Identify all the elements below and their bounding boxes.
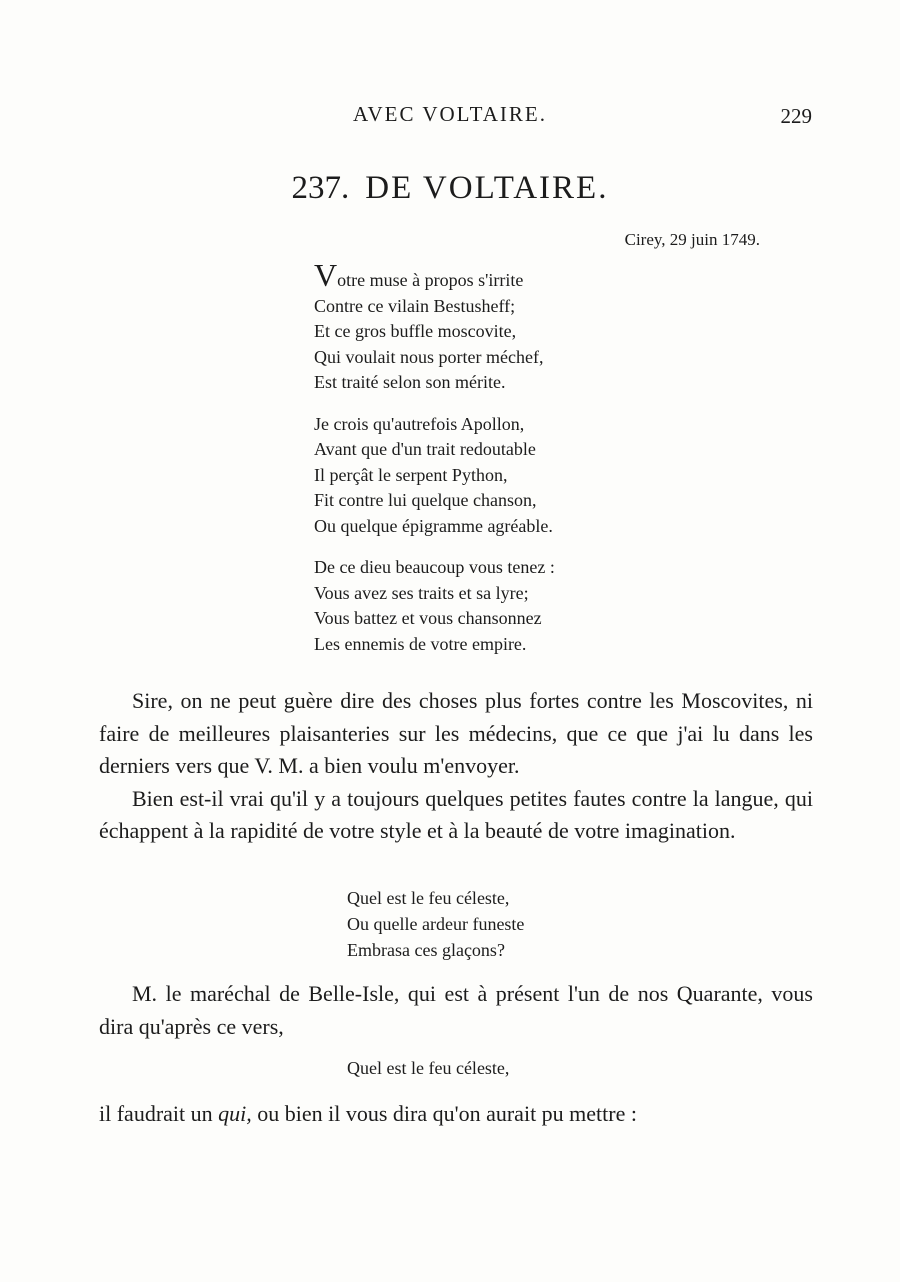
verse-line: Et ce gros buffle moscovite, — [314, 321, 517, 341]
verse-line: Vous battez et vous chansonnez — [314, 608, 542, 628]
letter-heading — [0, 170, 900, 207]
verse-line: Embrasa ces glaçons? — [347, 940, 505, 960]
paragraph: Bien est-il vrai qu'il y a toujours quelques petites fautes contre la langue, qui échappent à la rapidité de votre style et à la beauté de votre imagination. — [99, 785, 813, 843]
verse-line: Quel est le feu céleste, — [347, 1058, 510, 1078]
paragraph: M. le maréchal de Belle-Isle, qui est à présent l'un de nos Quarante, vous dira qu'après ce vers, — [99, 981, 813, 1039]
stanza-3 — [314, 555, 754, 657]
letter-title: DE VOLTAIRE. — [365, 170, 609, 206]
verse-line: Votre muse à propos s'irrite — [314, 257, 524, 293]
verse-line: Fit contre lui quelque chanson, — [314, 490, 537, 510]
drop-cap: V — [314, 257, 338, 293]
verse-line: Les ennemis de votre empire. — [314, 633, 527, 654]
stanza-1 — [314, 257, 754, 396]
verse-line: Qui voulait nous porter méchef, — [314, 346, 544, 367]
verse-line: Ou quelque épigramme agréable. — [314, 515, 553, 536]
stanza-2 — [314, 412, 754, 540]
paragraph: il faudrait un qui, ou bien il vous dira qu'on aurait pu mettre : — [99, 1101, 637, 1126]
verse-line: Il perçât le serpent Python, — [314, 464, 508, 485]
dateline: Cirey, 29 juin 1749. — [624, 230, 760, 249]
quoted-verse-2 — [347, 1055, 767, 1081]
page-number: 229 — [780, 104, 812, 128]
verse-line: Est traité selon son mérite. — [314, 372, 506, 392]
verse-line: De ce dieu beaucoup vous tenez : — [314, 557, 555, 577]
verse-line: Contre ce vilain Bestusheff; — [314, 295, 516, 316]
quoted-verse-1 — [347, 885, 767, 963]
prose-block-3 — [99, 1098, 813, 1131]
prose-block-1 — [99, 685, 813, 848]
verse-line: Ou quelle ardeur funeste — [347, 914, 525, 934]
verse-line: Je crois qu'autrefois Apollon, — [314, 413, 525, 434]
letter-number: 237. — [291, 170, 350, 206]
prose-block-2 — [99, 978, 813, 1043]
running-head — [0, 100, 900, 130]
verse-line: Quel est le feu céleste, — [347, 888, 510, 908]
running-title: AVEC VOLTAIRE. — [353, 102, 547, 126]
paragraph: Sire, on ne peut guère dire des choses plus fortes contre les Moscovites, ni faire de meilleures plaisanteries sur les médecins, que ce que j'ai lu dans les derniers vers que V. M. a bien voulu m'envoyer. — [99, 688, 813, 778]
verse-line: Vous avez ses traits et sa lyre; — [314, 582, 529, 603]
verse-line: Avant que d'un trait redoutable — [314, 439, 536, 459]
italic-word: qui, — [218, 1101, 252, 1126]
poem — [314, 257, 754, 673]
